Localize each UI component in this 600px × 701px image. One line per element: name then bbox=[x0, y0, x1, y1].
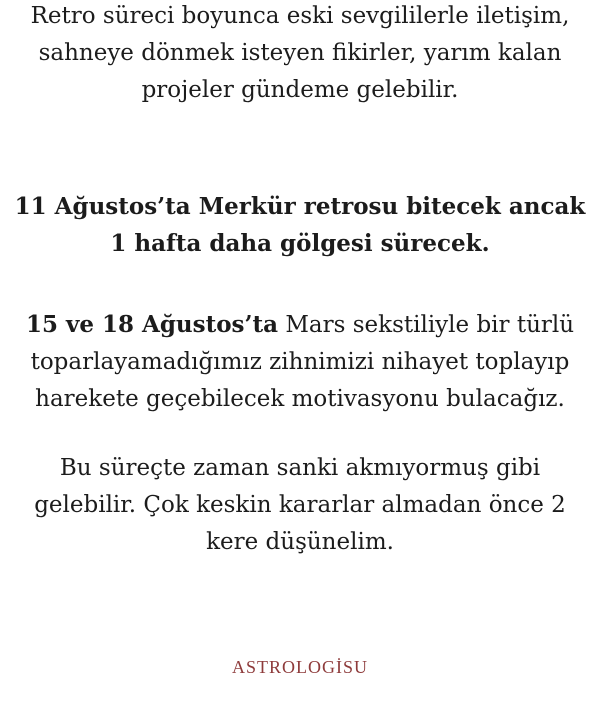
paragraph-mercury-retrograde: 11 Ağustos’ta Merkür retrosu bitecek ancak 1 hafta daha gölgesi sürecek. bbox=[14, 193, 586, 257]
mars-dates-highlight: 15 ve 18 Ağustos’ta bbox=[25, 311, 279, 338]
paragraph-advice: Bu süreçte zaman sanki akmıyormuş gibi gelebilir. Çok keskin kararlar almadan önce 2 kere düşünelim. bbox=[34, 455, 566, 555]
mars-sextile-text: Mars sekstiliyle bir türlü toparlayamadığımız zihnimizi nihayet toplayıp harekete geçebilecek motivasyonu bulacağız. bbox=[30, 312, 575, 412]
brand-signature: ASTROLOGİSU bbox=[231, 657, 368, 677]
paragraph-retro-effects: Retro süreci boyunca eski sevgililerle iletişim, sahneye dönmek isteyen fikirler, yarım kalan projeler gündeme gelebilir. bbox=[30, 3, 570, 103]
paragraph-mars-sextile bbox=[6, 306, 594, 418]
